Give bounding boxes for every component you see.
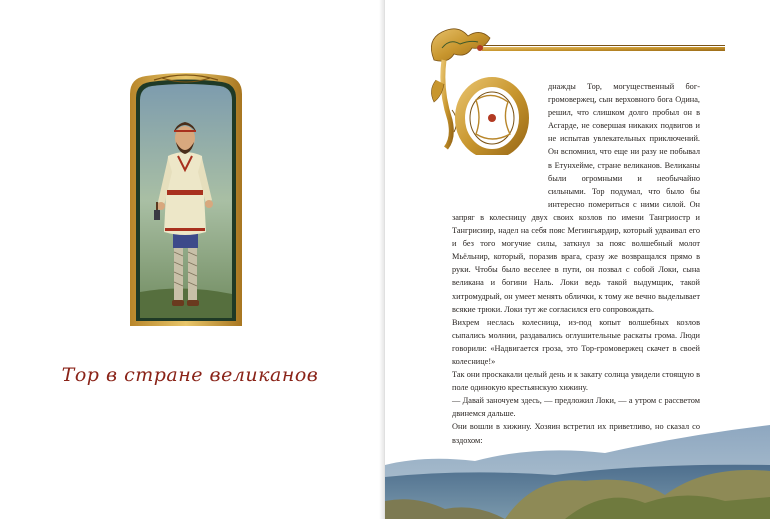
story-text [452, 80, 700, 447]
paragraph-4: — Давай заночуем здесь, — предложил Локи, — а утром с рассветом двинемся дальше. [452, 396, 700, 419]
right-page [385, 0, 770, 519]
left-page [0, 0, 384, 519]
chapter-title: Тор в стране великанов [61, 364, 319, 386]
paragraph-2: Вихрем неслась колесница, из-под копыт волшебных козлов сыпались молнии, раздавались оглушительные раскаты грома. Люди говорили: «Надвигается гроза, это Тор-громовержец скачет в своей колеснице!» [452, 317, 700, 366]
thor-illustration [124, 72, 248, 330]
paragraph-1: днажды Тор, могущественный бог-громовержец, сын верховного бога Одина, решил, что слишком долго пробыл он в Асгарде, не совершая никаких подвигов и не испытав увлекательных приключений. Он вспомнил, что еще ни разу не побывал в Етунхейме, стране великанов. Великаны были огромными и необычайно сильными. Тор подумал, что было бы интересно помериться с ними силой. Он запряг в колесницу двух своих козлов по имени Тангриостр и Тангрисиир, надел на себя пояс Мегингьярдир, который удваивал его и без того могучие силы, заткнул за пояс волшебный молот Мьёльнир, который, поразив врага, сразу же возвращался прямо в руки. Чтобы было веселее в пути, он позвал с собой Локи, сына великана и богини Наль. Локи ведь такой выдумщик, такой хитромудрый, он умеет менять облички, к тому же вечно выделывает всякие трюки. Локи тут же согласился его сопровождать. [452, 82, 700, 314]
paragraph-3: Так они проскакали целый день и к закату солнца увидели стоящую в поле одинокую крестьянскую хижину. [452, 370, 700, 393]
paragraph-5: Они вошли в хижину. Хозяин встретил их приветливо, но сказал со вздохом: [452, 422, 700, 445]
